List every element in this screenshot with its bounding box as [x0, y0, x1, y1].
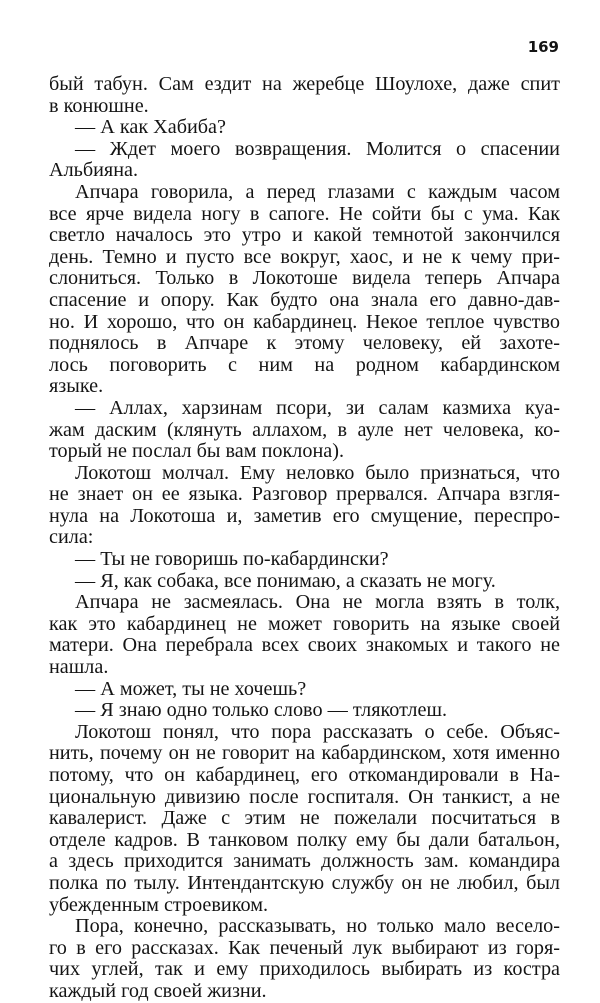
text-line: — Ты не говоришь по-кабардински? — [75, 549, 389, 571]
text-line: поднялось в Апчаре к этому человеку, ей захоте- — [49, 333, 560, 355]
text-line: бый табун. Сам ездит на жеребце Шоулохе, даже спит — [49, 74, 560, 95]
text-line: — Я знаю одно только слово — тлякотлеш. — [75, 700, 448, 722]
paragraph — [49, 182, 560, 398]
text-line: как это кабардинец не может говорить на языке своей — [49, 613, 560, 635]
paragraph — [49, 463, 560, 549]
paragraph — [49, 700, 560, 722]
paragraph — [49, 916, 560, 1002]
text-line: потому, что он кабардинец, его откомандировали в На- — [49, 765, 560, 786]
text-line: — А может, ты не хочешь? — [75, 678, 307, 700]
text-line: торый не послал бы вам поклона). — [49, 441, 344, 463]
paragraph — [49, 398, 560, 463]
text-line: светло началось это утро и какой темнотой закончился — [49, 225, 560, 247]
paragraph — [49, 139, 560, 182]
text-line: не знает он ее языка. Разговор прервался. Апчара взгля- — [49, 484, 560, 506]
text-line: убежденным строевиком. — [49, 894, 269, 916]
text-line: Локотош молчал. Ему неловко было признаться, что — [75, 462, 560, 484]
paragraph — [49, 117, 560, 139]
text-line: — Аллах, харзинам псори, зи салам казмиха куа- — [75, 397, 560, 419]
text-line: слониться. Только в Локотоше видела теперь Апчара — [49, 268, 560, 290]
text-line: матери. Она перебрала всех своих знакомых и такого не — [49, 635, 560, 657]
text-line: нула на Локотоша и, заметив его смущение, переспро- — [49, 505, 560, 527]
text-line: языке. — [49, 376, 104, 398]
text-line: чих углей, так и ему приходилось выбирать из костра — [49, 959, 560, 981]
text-line: полка по тылу. Интендантскую службу он не любил, был — [49, 872, 560, 894]
text-line: Локотош понял, что пора рассказать о себе. Объяс- — [75, 721, 560, 743]
text-line: Апчара не засмеялась. Она не могла взять в толк, — [75, 592, 560, 614]
text-line: а здесь приходится занимать должность зам. командира — [49, 851, 560, 873]
text-line: — Ждет моего возвращения. Молится о спасении — [75, 138, 560, 160]
text-line: циональную дивизию после госпиталя. Он танкист, а не — [49, 786, 560, 808]
text-line: сила: — [49, 527, 94, 549]
text-line: все ярче видела ногу в сапоге. Не сойти бы с ума. Как — [49, 203, 560, 225]
text-line: отделе кадров. В танковом полку ему бы дали батальон, — [49, 829, 560, 851]
body-text — [49, 74, 560, 1003]
text-line: жам даским (клянуть аллахом, в ауле нет человека, ко- — [49, 419, 560, 441]
text-line: но. И хорошо, что он кабардинец. Некое теплое чувство — [49, 311, 560, 333]
paragraph — [49, 722, 560, 916]
text-line: лось поговорить с ним на родном кабардинском — [49, 354, 560, 376]
text-line: Пора, конечно, рассказывать, но только мало весело- — [75, 916, 560, 938]
text-line: каждый год своей жизни. — [49, 980, 267, 1002]
text-line: спасение и опору. Как будто она знала его давно-дав- — [49, 289, 560, 311]
text-line: нашла. — [49, 657, 109, 679]
paragraph — [49, 74, 560, 117]
text-line: Апчара говорила, а перед глазами с каждым часом — [75, 181, 560, 203]
paragraph — [49, 549, 560, 571]
page-number: 169 — [527, 38, 559, 56]
text-line: нить, почему он не говорит на кабардинском, хотя именно — [49, 743, 560, 765]
paragraph — [49, 571, 560, 593]
text-line: — А как Хабиба? — [75, 117, 226, 139]
text-line: день. Темно и пусто все вокруг, хаос, и не к чему при- — [49, 246, 560, 268]
paragraph — [49, 592, 560, 678]
text-line: в конюшне. — [49, 95, 149, 117]
text-line: кавалерист. Даже с этим не пожелали посчитаться в — [49, 808, 560, 830]
text-line: го в его рассказах. Как печеный лук выбирают из горя- — [49, 937, 560, 959]
text-line: — Я, как собака, все понимаю, а сказать не могу. — [75, 570, 496, 592]
paragraph — [49, 679, 560, 701]
text-line: Альбияна. — [49, 160, 139, 182]
